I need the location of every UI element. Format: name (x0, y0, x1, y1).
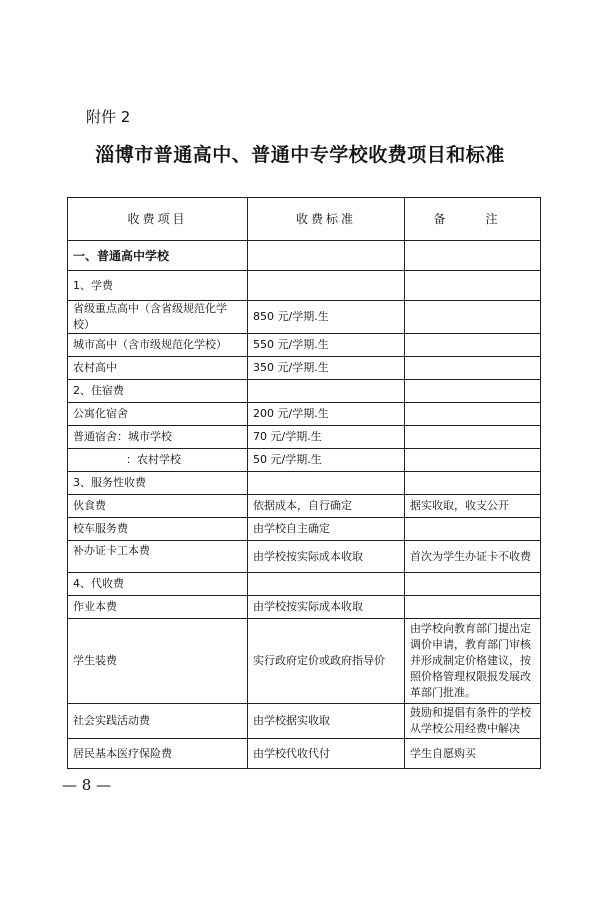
row-item: 4、代收费 (68, 573, 248, 596)
fee-table (67, 197, 541, 769)
table-row (68, 518, 541, 541)
table-row (68, 573, 541, 596)
row-standard: 550 元/学期.生 (248, 334, 405, 357)
row-note (405, 241, 541, 271)
page-number: — 8 — (62, 776, 112, 794)
row-standard: 由学校代收代付 (248, 739, 405, 769)
row-note (405, 403, 541, 426)
row-item: 城市高中（含市级规范化学校） (68, 334, 248, 357)
row-note (405, 334, 541, 357)
row-item: 一、普通高中学校 (68, 241, 248, 271)
row-item: 1、学费 (68, 271, 248, 301)
table-row (68, 495, 541, 518)
row-note (405, 271, 541, 301)
row-note (405, 596, 541, 619)
column-header-item: 收费项目 (68, 198, 248, 241)
row-standard: 由学校据实收取 (248, 704, 405, 739)
table-row (68, 357, 541, 380)
row-note: 首次为学生办证卡不收费 (405, 541, 541, 573)
row-item: 3、服务性收费 (68, 472, 248, 495)
row-item: 学生装费 (68, 619, 248, 704)
row-note: 鼓励和提倡有条件的学校从学校公用经费中解决 (405, 704, 541, 739)
row-item: 社会实践活动费 (68, 704, 248, 739)
row-standard: 350 元/学期.生 (248, 357, 405, 380)
row-standard: 由学校按实际成本收取 (248, 541, 405, 573)
table-row (68, 403, 541, 426)
row-standard: 实行政府定价或政府指导价 (248, 619, 405, 704)
row-item: 省级重点高中（含省级规范化学校） (68, 301, 248, 334)
document-title: 淄博市普通高中、普通中专学校收费项目和标准 (95, 144, 505, 166)
row-item: 农村高中 (68, 357, 248, 380)
table-row (68, 380, 541, 403)
row-note (405, 357, 541, 380)
row-standard: 50 元/学期.生 (248, 449, 405, 472)
row-standard (248, 380, 405, 403)
column-header-note: 备 注 (405, 198, 541, 241)
row-standard: 70 元/学期.生 (248, 426, 405, 449)
row-note: 据实收取，收支公开 (405, 495, 541, 518)
row-standard (248, 241, 405, 271)
table-header-row (68, 198, 541, 241)
row-standard: 依据成本，自行确定 (248, 495, 405, 518)
table-row (68, 472, 541, 495)
row-standard (248, 472, 405, 495)
row-note (405, 472, 541, 495)
table-row (68, 301, 541, 334)
row-item: 公寓化宿舍 (68, 403, 248, 426)
row-note (405, 449, 541, 472)
row-note (405, 380, 541, 403)
row-standard: 由学校自主确定 (248, 518, 405, 541)
row-standard: 由学校按实际成本收取 (248, 596, 405, 619)
row-note (405, 518, 541, 541)
column-header-standard: 收费标准 (248, 198, 405, 241)
row-item: ：农村学校 (68, 449, 248, 472)
table-row (68, 541, 541, 573)
row-note (405, 426, 541, 449)
row-item: 伙食费 (68, 495, 248, 518)
row-item: 校车服务费 (68, 518, 248, 541)
row-item: 居民基本医疗保险费 (68, 739, 248, 769)
table-row (68, 596, 541, 619)
row-item: 2、住宿费 (68, 380, 248, 403)
row-item: 补办证卡工本费 (68, 541, 248, 573)
row-note (405, 573, 541, 596)
row-standard (248, 573, 405, 596)
table-row (68, 449, 541, 472)
row-item: 普通宿舍：城市学校 (68, 426, 248, 449)
row-standard: 850 元/学期.生 (248, 301, 405, 334)
table-row (68, 426, 541, 449)
row-note: 学生自愿购买 (405, 739, 541, 769)
table-row (68, 271, 541, 301)
table-row (68, 619, 541, 704)
row-note: 由学校向教育部门提出定调价申请，教育部门审核并形成制定价格建议，按照价格管理权限报发展改革部门批准。 (405, 619, 541, 704)
row-standard (248, 271, 405, 301)
row-item: 作业本费 (68, 596, 248, 619)
row-standard: 200 元/学期.生 (248, 403, 405, 426)
table-row (68, 241, 541, 271)
row-note (405, 301, 541, 334)
table-row (68, 739, 541, 769)
table-row (68, 334, 541, 357)
table-row (68, 704, 541, 739)
attachment-label: 附件 2 (86, 108, 131, 126)
